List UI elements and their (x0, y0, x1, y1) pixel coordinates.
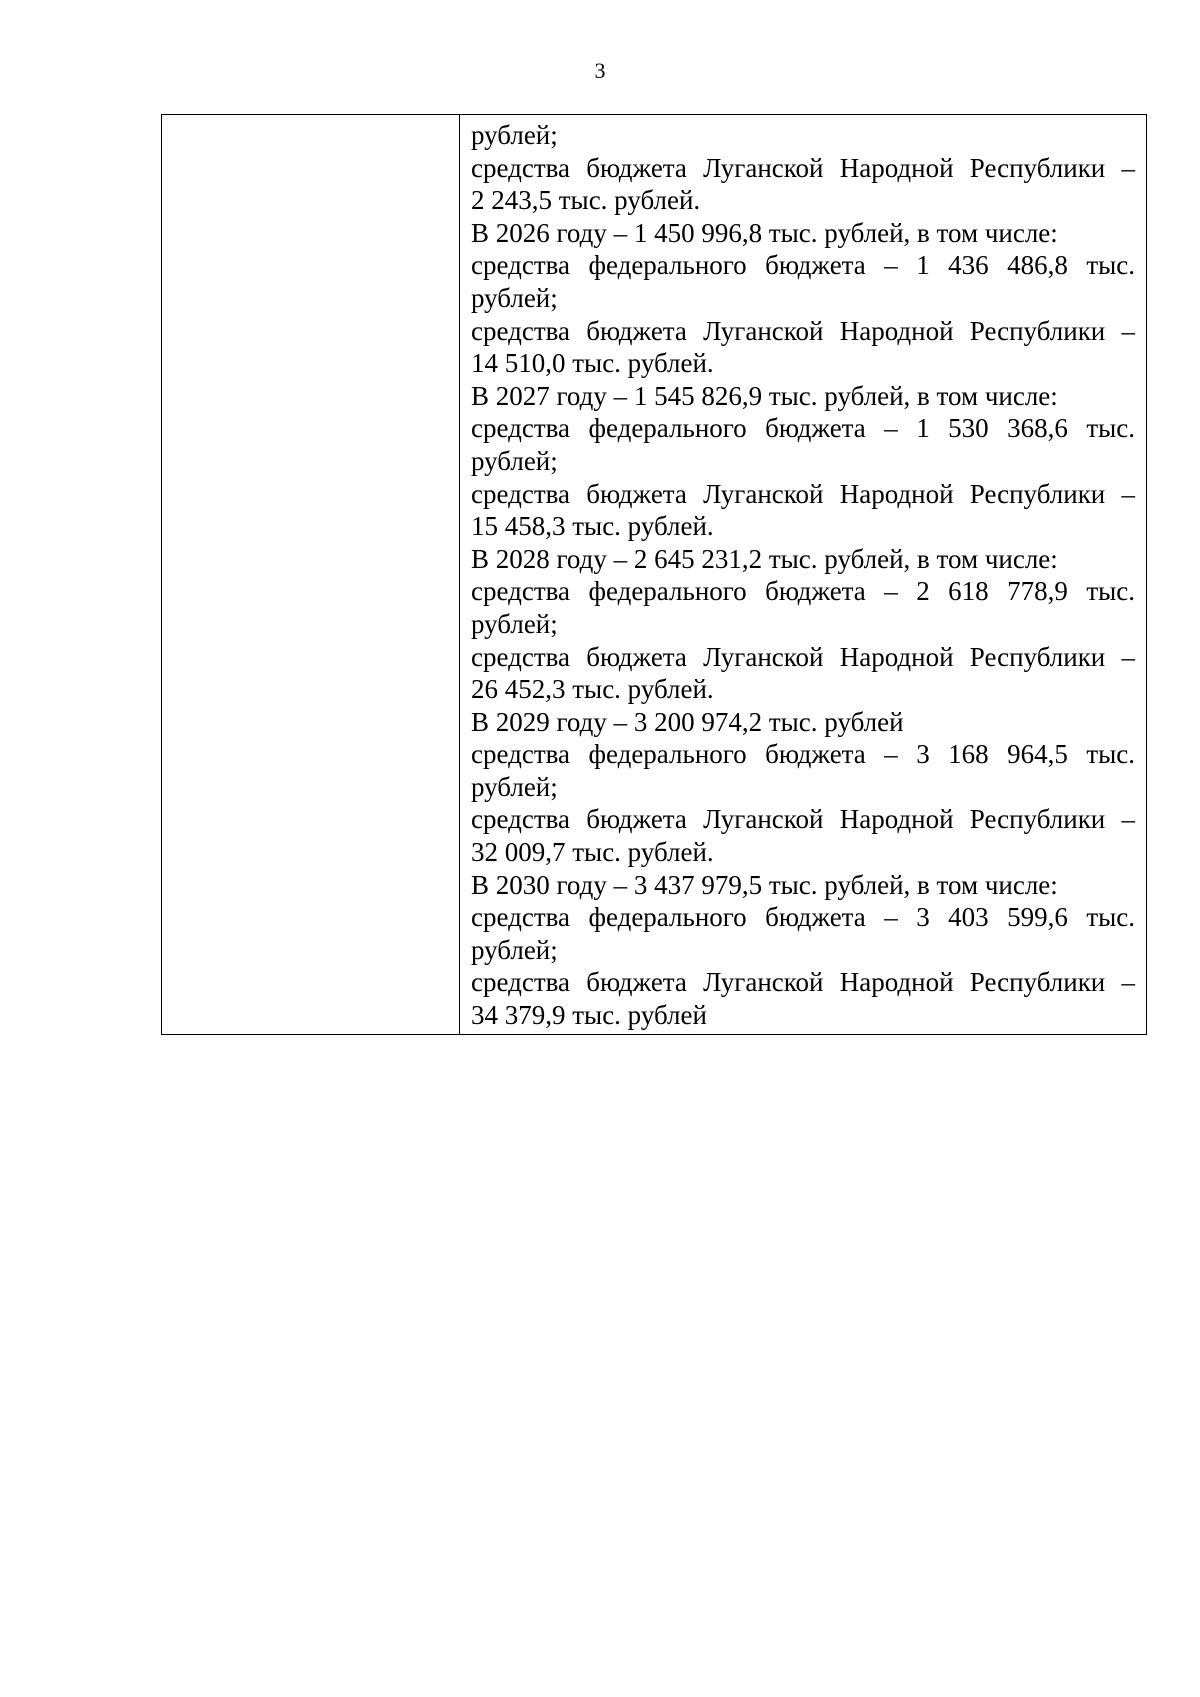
funding-line: средства федерального бюджета – 1 530 368,6 тыс. (471, 413, 1135, 444)
funding-details-cell (460, 115, 1147, 1035)
funding-line: 26 452,3 тыс. рублей. (471, 674, 714, 705)
funding-line: средства федерального бюджета – 3 403 599,6 тыс. (471, 902, 1135, 933)
funding-line: средства бюджета Луганской Народной Республики – (471, 478, 1135, 509)
funding-line: рублей; (471, 934, 558, 965)
funding-line: рублей; (471, 608, 558, 639)
funding-line: средства бюджета Луганской Народной Республики – (471, 804, 1135, 835)
funding-table (161, 114, 1147, 1035)
funding-line: рублей; (471, 445, 558, 476)
funding-line: 14 510,0 тыс. рублей. (471, 348, 714, 379)
funding-line: 15 458,3 тыс. рублей. (471, 511, 714, 542)
funding-line: средства федерального бюджета – 3 168 964,5 тыс. (471, 739, 1135, 770)
funding-line: средства бюджета Луганской Народной Республики – (471, 641, 1135, 672)
funding-line: рублей; (471, 120, 558, 150)
funding-line: В 2028 году – 2 645 231,2 тыс. рублей, в том числе: (471, 543, 1058, 574)
funding-line: средства федерального бюджета – 1 436 486,8 тыс. (471, 250, 1135, 281)
left-cell-empty (162, 115, 460, 1035)
table-row (162, 115, 1147, 1035)
funding-line: средства бюджета Луганской Народной Республики – (471, 967, 1135, 998)
funding-line: В 2026 году – 1 450 996,8 тыс. рублей, в том числе: (471, 217, 1058, 248)
funding-line: рублей; (471, 771, 558, 802)
funding-lines (471, 119, 1135, 1032)
funding-line: В 2029 году – 3 200 974,2 тыс. рублей (471, 706, 904, 737)
funding-line: рублей; (471, 282, 558, 313)
funding-line: средства бюджета Луганской Народной Республики – (471, 315, 1135, 346)
funding-line: В 2030 году – 3 437 979,5 тыс. рублей, в том числе: (471, 869, 1058, 900)
funding-line: средства бюджета Луганской Народной Республики – (471, 152, 1135, 183)
page-number: 3 (594, 58, 606, 83)
funding-line: средства федерального бюджета – 2 618 778,9 тыс. (471, 576, 1135, 607)
funding-line: 32 009,7 тыс. рублей. (471, 837, 714, 868)
funding-line: 34 379,9 тыс. рублей (471, 1000, 707, 1031)
funding-line: 2 243,5 тыс. рублей. (471, 185, 701, 216)
funding-line: В 2027 году – 1 545 826,9 тыс. рублей, в том числе: (471, 380, 1058, 411)
